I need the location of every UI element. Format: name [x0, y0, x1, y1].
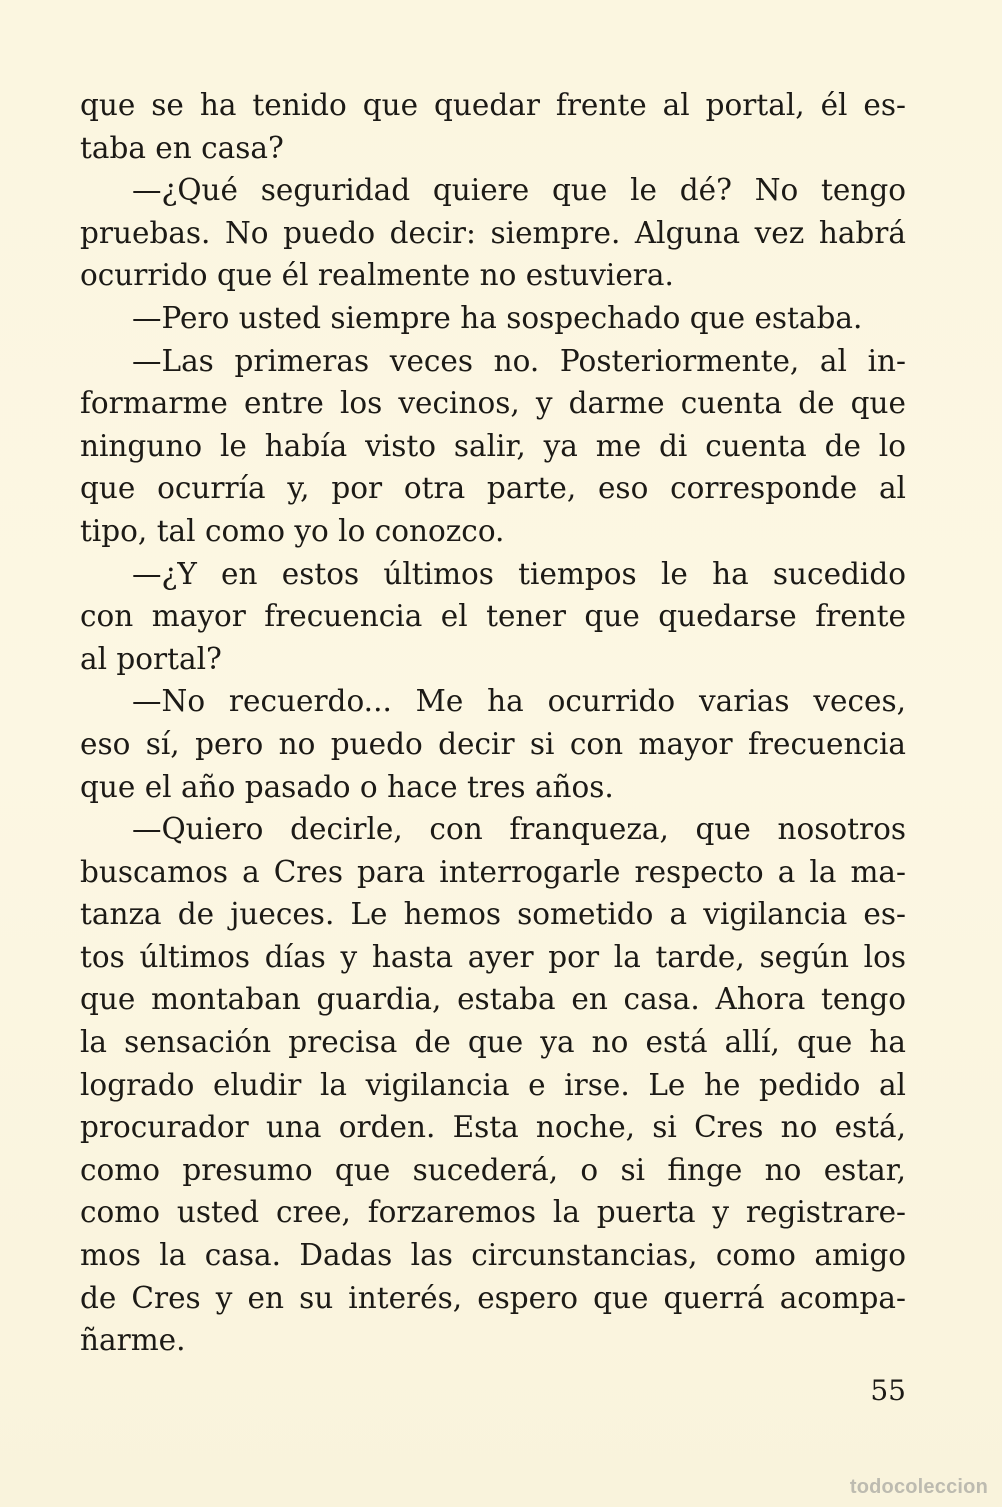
text-line: —No recuerdo... Me ha ocurrido varias veces, — [132, 684, 906, 719]
text-line: como presumo que sucederá, o si finge no estar, — [80, 1152, 906, 1187]
text-line: —Quiero decirle, con franqueza, que nosotros — [132, 812, 906, 847]
text-line: tos últimos días y hasta ayer por la tarde, según los — [80, 939, 906, 974]
text-line: pruebas. No puedo decir: siempre. Alguna vez habrá — [80, 215, 906, 250]
text-line: ocurrido que él realmente no estuviera. — [80, 258, 674, 293]
text-line: logrado eludir la vigilancia e irse. Le he pedido al — [80, 1067, 906, 1102]
text-line: eso sí, pero no puedo decir si con mayor frecuencia — [80, 726, 906, 761]
text-line: con mayor frecuencia el tener que quedarse frente — [80, 599, 906, 634]
text-line: —¿Qué seguridad quiere que le dé? No tengo — [132, 173, 906, 208]
watermark: todocoleccion — [849, 1476, 988, 1498]
text-line: procurador una orden. Esta noche, si Cres no está, — [80, 1110, 906, 1145]
text-line: ñarme. — [80, 1323, 186, 1358]
text-line: que ocurría y, por otra parte, eso corresponde al — [80, 471, 906, 506]
text-line: formarme entre los vecinos, y darme cuenta de que — [80, 386, 906, 421]
text-line: la sensación precisa de que ya no está allí, que ha — [80, 1025, 906, 1060]
text-line: que montaban guardia, estaba en casa. Ahora tengo — [80, 982, 906, 1017]
text-line: —Las primeras veces no. Posteriormente, al in- — [132, 343, 906, 378]
text-line: ninguno le había visto salir, ya me di cuenta de lo — [80, 428, 906, 463]
page-number: 55 — [870, 1374, 906, 1407]
text-line: como usted cree, forzaremos la puerta y registrare- — [80, 1195, 906, 1230]
text-line: taba en casa? — [80, 130, 284, 165]
text-line: —Pero usted siempre ha sospechado que estaba. — [132, 300, 863, 335]
text-line: que se ha tenido que quedar frente al portal, él es- — [80, 88, 906, 122]
body-text — [80, 84, 906, 1362]
text-line: tanza de jueces. Le hemos sometido a vigilancia es- — [80, 897, 906, 932]
text-line: tipo, tal como yo lo conozco. — [80, 513, 505, 548]
text-line: que el año pasado o hace tres años. — [80, 769, 614, 804]
text-line: buscamos a Cres para interrogarle respecto a la ma- — [80, 854, 906, 889]
text-line: mos la casa. Dadas las circunstancias, como amigo — [80, 1238, 906, 1273]
text-line: —¿Y en estos últimos tiempos le ha sucedido — [132, 556, 906, 591]
text-line: al portal? — [80, 641, 222, 676]
text-line: de Cres y en su interés, espero que querrá acompa- — [80, 1280, 906, 1315]
